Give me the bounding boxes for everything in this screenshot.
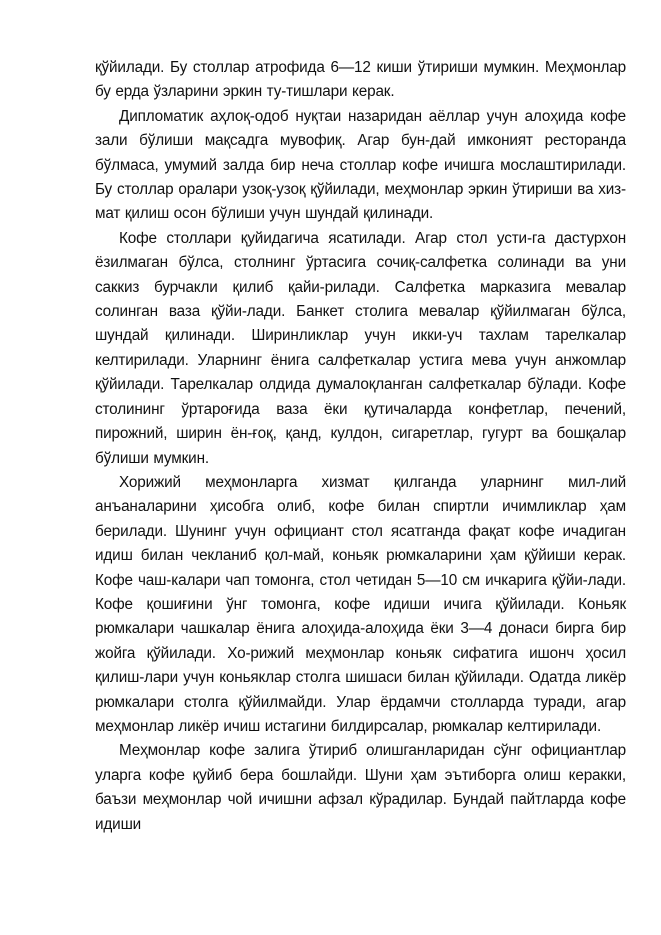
paragraph-coffee-tables: Кофе столлари қуйидагича ясатилади. Агар стол усти-га дастурхон ёзилмаган бўлса, столнинг ўртасига сочиқ-салфетка солинади ва уни саккиз бурчакли қилиб қайи-рилади. Салфетка марказига мевалар солинган ваза қўйи-лади. Банкет столига мевалар қўйилмаган бўлса, шундай қилинади. Ширинликлар учун икки-уч тахлам тарелкалар келтирилади. Уларнинг ёнига салфеткалар устига мева учун анжомлар қўйилади. Тарелкалар олдида думалоқланган салфеткалар бўлади. Кофе столининг ўртароғида ваза ёки қутичаларда конфетлар, печений, пирожний, ширин ён-ғоқ, қанд, кулдон, сигаретлар, гугурт ва бошқалар бўлиши мумкин. <box>95 229 626 467</box>
document-page <box>95 56 626 837</box>
paragraph-continuation: қўйилади. Бу столлар атрофида 6—12 киши ўтириши мумкин. Меҳмонлар бу ерда ўзларини эркин ту-тишлари керак. <box>95 59 626 101</box>
paragraph-coffee-hall: Дипломатик аҳлоқ-одоб нуқтаи назаридан аёллар учун алоҳида кофе зали бўлиши мақсадга мувофиқ. Агар бун-дай имконият ресторанда бўлмаса, умумий залда бир неча столлар кофе ичишга мослаштирилади. Бу столлар оралари узоқ-узоқ қўйилади, меҳмонлар эркин ўтириши ва хиз-мат қилиш осон бўлиши учун шундай қилинади. <box>95 107 626 223</box>
paragraph-serving-coffee: Меҳмонлар кофе залига ўтириб олишганларидан сўнг официантлар уларга кофе қуйиб бера бошлайди. Шуни ҳам эътиборга олиш керакки, баъзи меҳмонлар чой ичишни афзал кўрадилар. Бундай пайтларда кофе идиши <box>95 742 626 833</box>
paragraph-foreign-guests: Хорижий меҳмонларга хизмат қилганда уларнинг мил-лий анъаналарини ҳисобга олиб, кофе билан спиртли ичимликлар ҳам берилади. Шунинг учун официант стол ясатганда фақат кофе ичадиган идиш билан чекланиб қол-май, коньяк рюмкаларини ҳам қўйиши керак. Кофе чаш-калари чап томонга, стол четидан 5—10 см ичкарига қўйи-лади. Кофе қошиғини ўнг томонга, кофе идиши ичига қўйилади. Коньяк рюмкалари чашкалар ёнига алоҳида-алоҳида ёки 3—4 донаси бирга бир жойга қўйилади. Хо-рижий меҳмонлар коньяк сифатига ишонч ҳосил қилиш-лари учун коньяклар столга шишаси билан қўйилади. Одатда ликёр рюмкалари столга қўйилмайди. Улар ёрдамчи столларда туради, агар меҳмонлар ликёр ичиш истагини билдирсалар, рюмкалар келтирилади. <box>95 473 626 735</box>
